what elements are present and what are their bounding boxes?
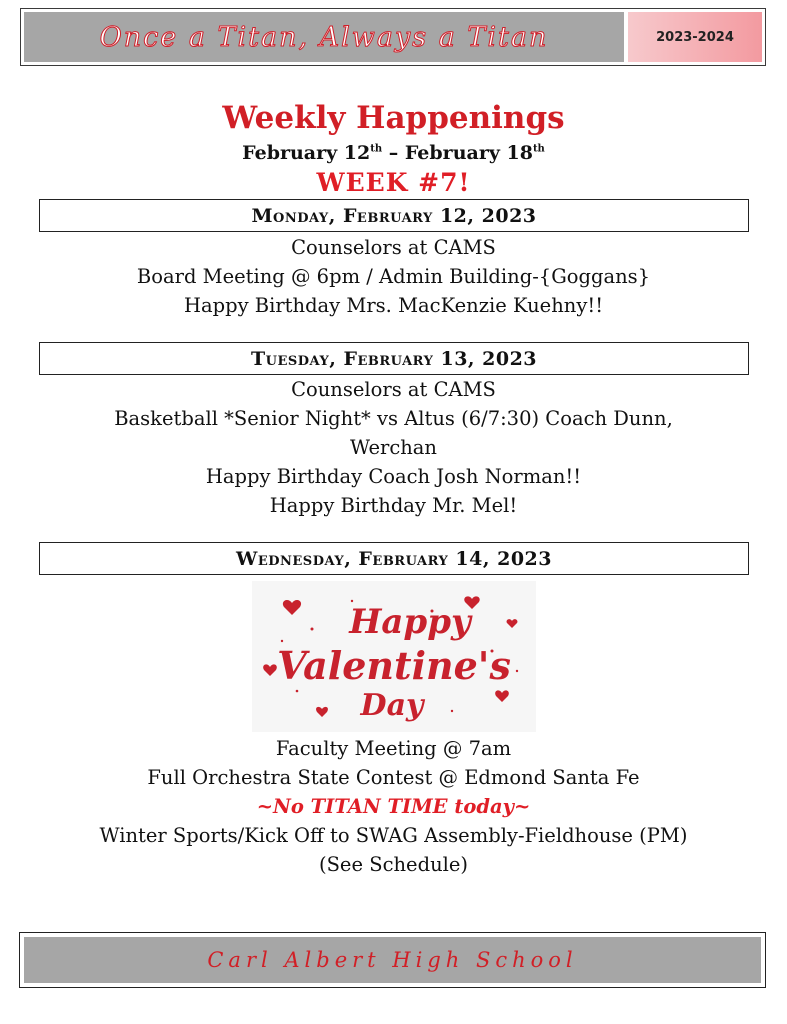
event-line: Happy Birthday Mr. Mel! bbox=[269, 494, 518, 517]
heart-icon bbox=[316, 707, 328, 717]
date-range bbox=[0, 142, 787, 164]
day-heading-tuesday: Tuesday, February 13, 2023 bbox=[39, 342, 749, 375]
date-separator: – bbox=[382, 142, 405, 164]
heart-icon bbox=[283, 600, 301, 615]
slogan-panel bbox=[24, 12, 624, 62]
event-line: Happy Birthday Coach Josh Norman!! bbox=[205, 465, 582, 488]
footer-banner bbox=[19, 932, 766, 988]
event-line: Happy Birthday Mrs. MacKenzie Kuehny!! bbox=[183, 294, 604, 317]
event-line: Full Orchestra State Contest @ Edmond Santa Fe bbox=[147, 766, 640, 789]
school-name: Carl Albert High School bbox=[24, 937, 761, 983]
no-titan-time-notice: ~No TITAN TIME today~ bbox=[256, 795, 531, 818]
heart-icon bbox=[263, 664, 277, 676]
event-line: (See Schedule) bbox=[318, 853, 469, 876]
wednesday-events bbox=[0, 734, 787, 879]
header-banner bbox=[20, 8, 766, 66]
valentines-graphic bbox=[252, 581, 536, 732]
date-end: February 18 bbox=[404, 142, 533, 164]
event-line: Faculty Meeting @ 7am bbox=[275, 737, 512, 760]
date-end-suffix: th bbox=[532, 143, 545, 155]
date-start-suffix: th bbox=[370, 143, 383, 155]
monday-events bbox=[0, 233, 787, 320]
date-start: February 12 bbox=[242, 142, 371, 164]
event-line: Counselors at CAMS bbox=[291, 378, 496, 401]
valentines-image bbox=[252, 581, 536, 732]
day-heading-monday: Monday, February 12, 2023 bbox=[39, 199, 749, 232]
event-line: Basketball *Senior Night* vs Altus (6/7:30) Coach Dunn, bbox=[114, 407, 673, 430]
slogan-text: Once a Titan, Always a Titan bbox=[99, 21, 549, 53]
tuesday-events bbox=[0, 375, 787, 520]
heart-icon bbox=[507, 619, 518, 628]
heart-icon bbox=[495, 690, 509, 702]
event-line: Counselors at CAMS bbox=[291, 236, 496, 259]
school-year-badge: 2023-2024 bbox=[628, 12, 762, 62]
event-line: Winter Sports/Kick Off to SWAG Assembly-Fieldhouse (PM) bbox=[99, 824, 688, 847]
week-number: WEEK #7! bbox=[316, 168, 471, 197]
valentine-text-day: Day bbox=[360, 688, 424, 723]
valentine-text-happy: Happy bbox=[349, 602, 471, 642]
event-line: Werchan bbox=[350, 436, 437, 459]
page-title: Weekly Happenings bbox=[222, 100, 565, 136]
event-line: Board Meeting @ 6pm / Admin Building-{Goggans} bbox=[136, 265, 651, 288]
valentine-text-valentines: Valentine's bbox=[277, 643, 511, 688]
day-heading-wednesday: Wednesday, February 14, 2023 bbox=[39, 542, 749, 575]
